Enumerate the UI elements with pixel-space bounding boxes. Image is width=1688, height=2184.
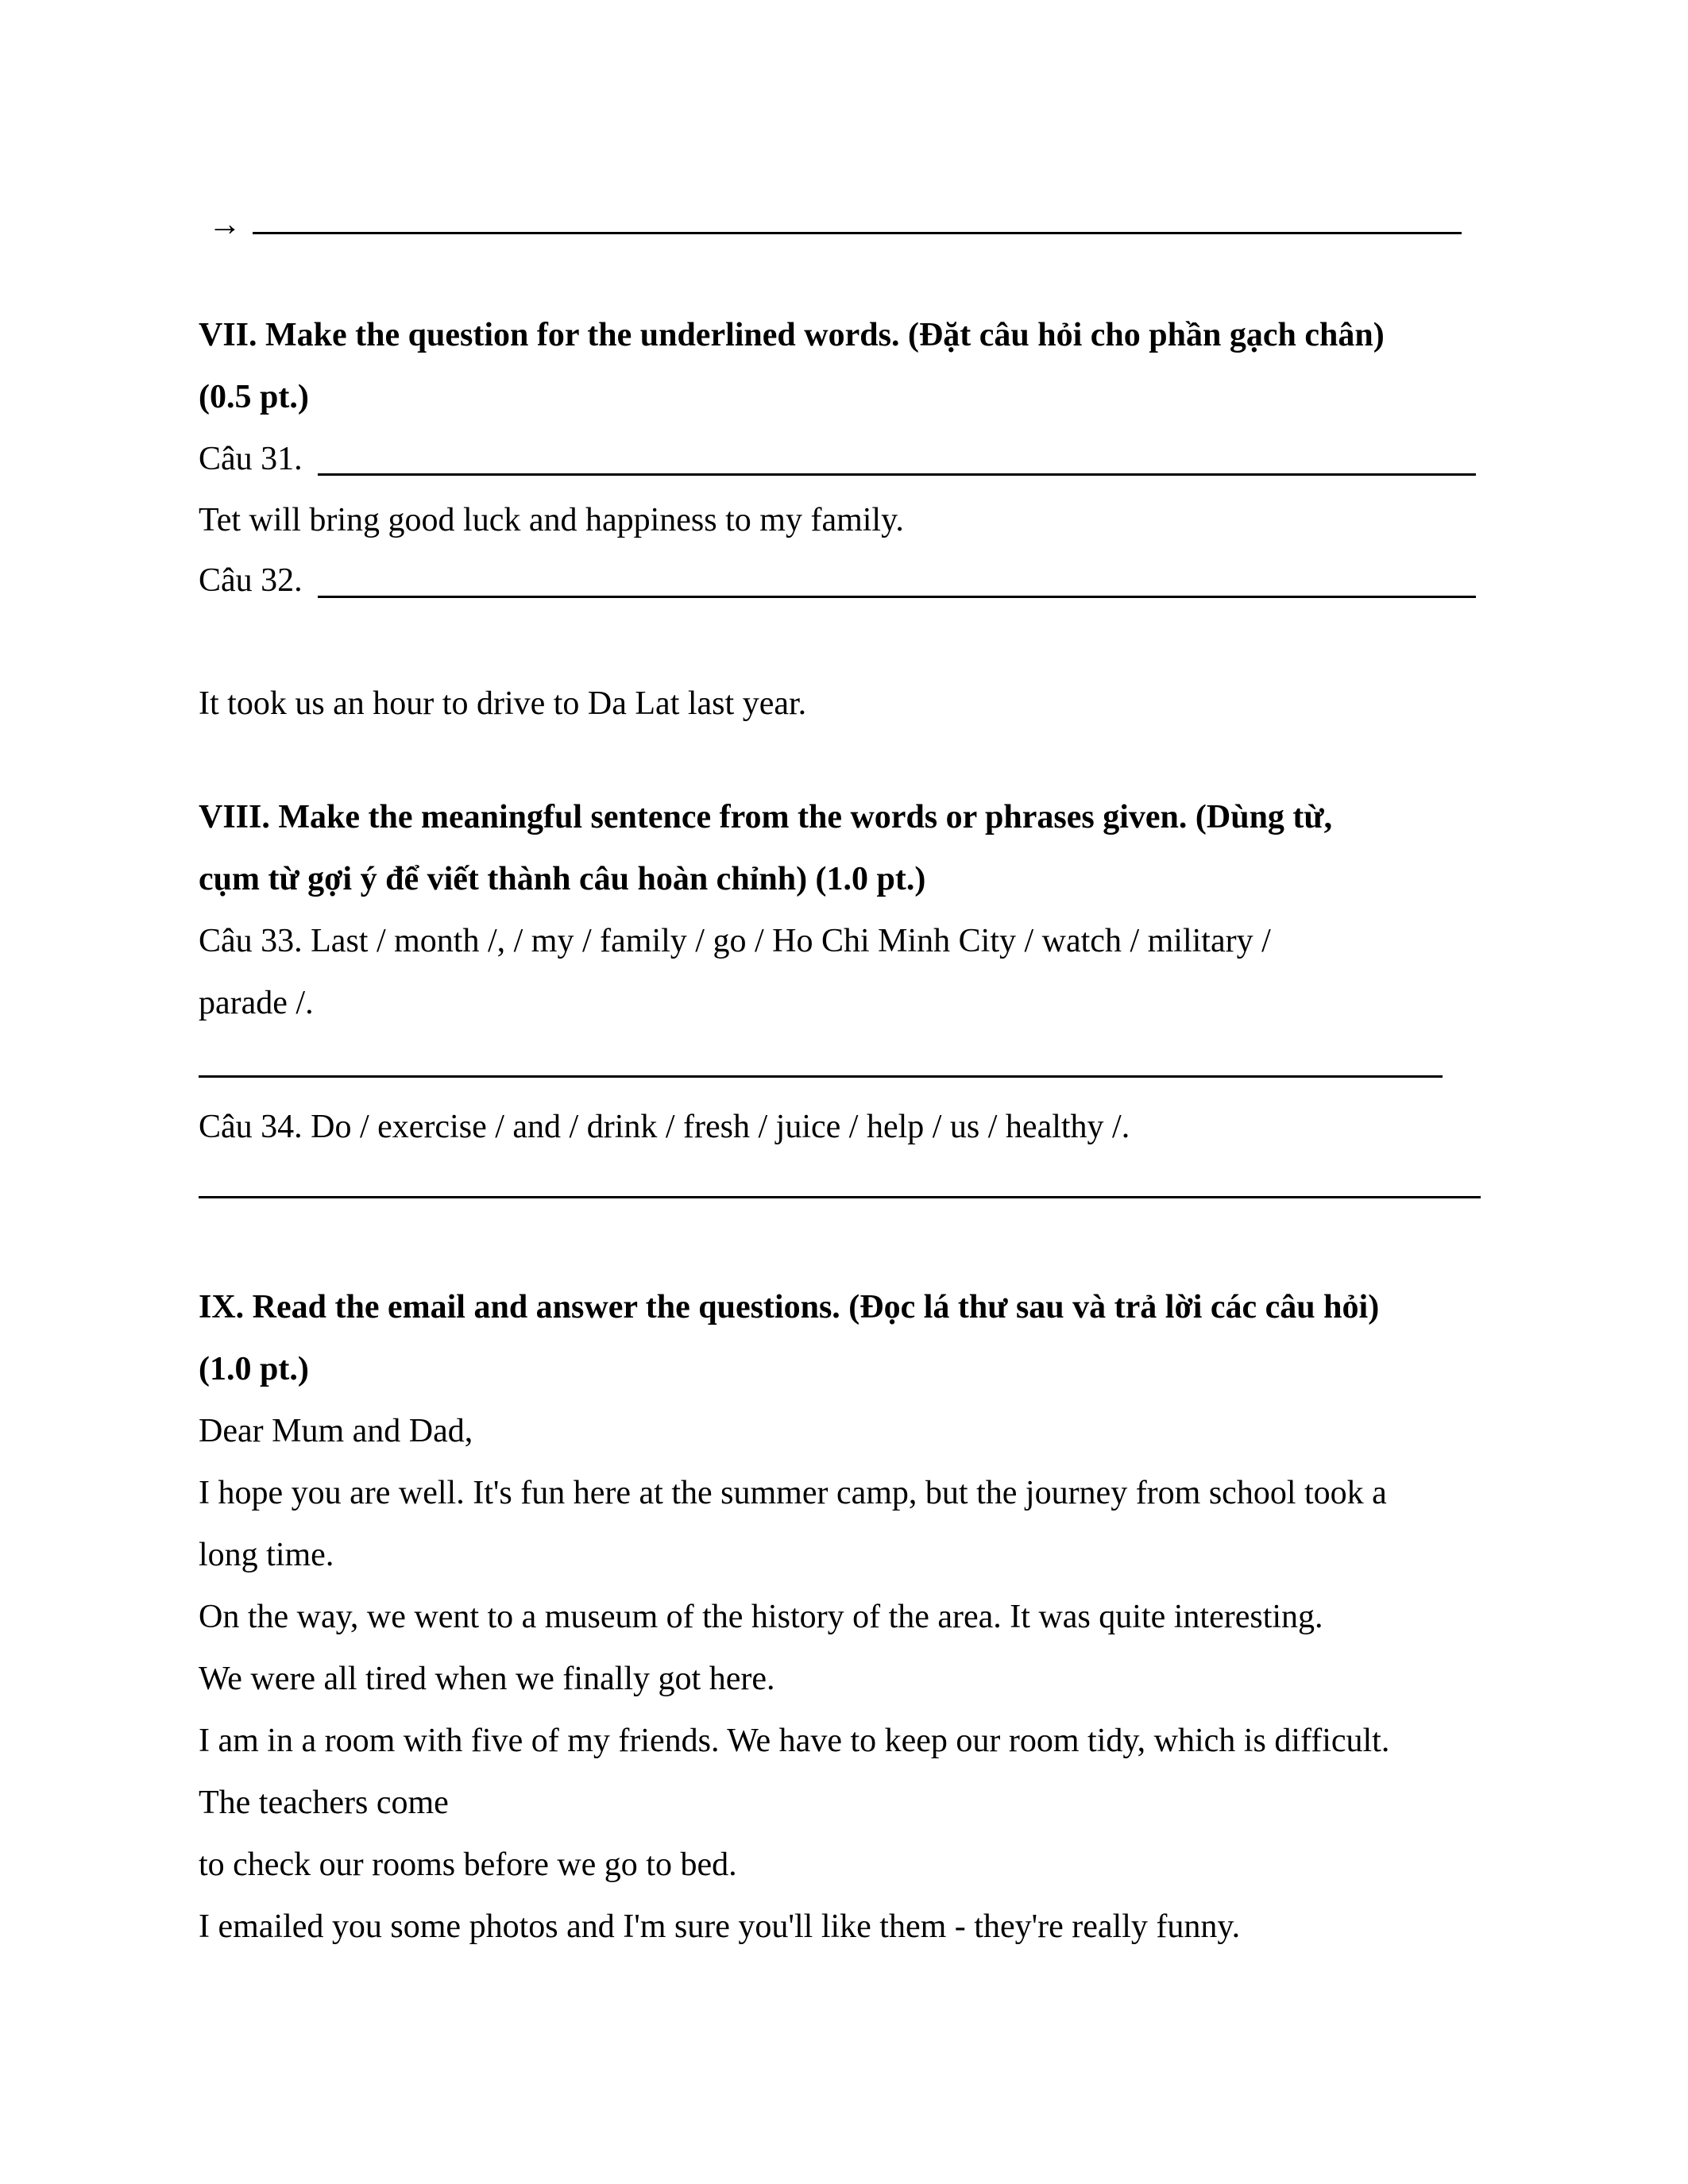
q31-sentence: Tet will bring good luck and happiness to my family.: [199, 502, 904, 538]
section-8-heading-line1: VIII. Make the meaningful sentence from the words or phrases given. (Dùng từ,: [199, 799, 1333, 835]
email-line: I am in a room with five of my friends. We have to keep our room tidy, which is difficult.: [199, 1723, 1390, 1759]
section-8-heading-line2: cụm từ gợi ý để viết thành câu hoàn chỉnh) (1.0 pt.): [199, 861, 926, 897]
q33-line2: parade /.: [199, 985, 314, 1021]
q31-label: Câu 31.: [199, 441, 303, 477]
q32-label: Câu 32.: [199, 562, 303, 599]
section-9-heading-line2: (1.0 pt.): [199, 1351, 309, 1387]
q34-answer-line[interactable]: [199, 1196, 1481, 1198]
email-line: Dear Mum and Dad,: [199, 1413, 473, 1449]
q33-line1: Câu 33. Last / month /, / my / family / go / Ho Chi Minh City / watch / military /: [199, 923, 1271, 959]
q31-answer-line[interactable]: [318, 473, 1476, 476]
q33-answer-line[interactable]: [199, 1075, 1443, 1078]
section-7-heading-line1: VII. Make the question for the underlined words. (Đặt câu hỏi cho phần gạch chân): [199, 317, 1385, 353]
q32-answer-line[interactable]: [318, 596, 1476, 598]
section-9-heading-line1: IX. Read the email and answer the questions. (Đọc lá thư sau và trả lời các câu hỏi): [199, 1289, 1380, 1325]
q34-line: Câu 34. Do / exercise / and / drink / fresh / juice / help / us / healthy /.: [199, 1109, 1130, 1145]
email-line: On the way, we went to a museum of the history of the area. It was quite interesting.: [199, 1599, 1323, 1635]
answer-line-top[interactable]: [253, 232, 1462, 234]
email-line: long time.: [199, 1537, 334, 1573]
email-line: The teachers come: [199, 1785, 449, 1821]
email-line: I emailed you some photos and I'm sure you'll like them - they're really funny.: [199, 1908, 1241, 1945]
email-line: I hope you are well. It's fun here at the summer camp, but the journey from school took a: [199, 1475, 1387, 1511]
answer-arrow: →: [208, 206, 241, 243]
email-line: We were all tired when we finally got here.: [199, 1661, 775, 1697]
q32-sentence: It took us an hour to drive to Da Lat last year.: [199, 685, 807, 722]
section-7-heading-line2: (0.5 pt.): [199, 379, 309, 415]
email-line: to check our rooms before we go to bed.: [199, 1846, 737, 1883]
